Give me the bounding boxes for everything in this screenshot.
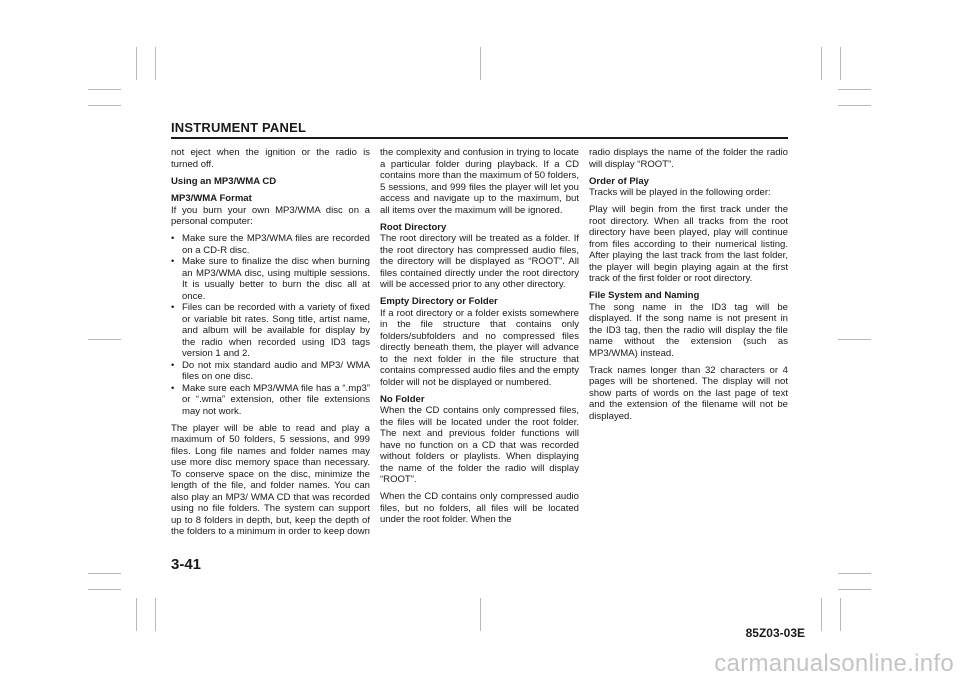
crop-mark [840,598,841,631]
crop-mark [155,598,156,631]
list-item-text: Make sure each MP3/WMA file has a “.mp3” or “.wma” extension, other file extensions may not work. [182,382,370,417]
list-item [171,256,370,302]
paragraph: If you burn your own MP3/WMA disc on a personal computer: [171,204,370,227]
subsection-heading: No Folder [380,393,425,405]
subsection-heading: MP3/WMA Format [171,193,252,204]
crop-mark [136,598,137,631]
crop-mark [838,573,871,574]
crop-mark [88,89,121,90]
paragraph: not eject when the ignition or the radio is turned off. [171,147,370,170]
section-header: INSTRUMENT PANEL [171,120,307,135]
paragraph: radio displays the name of the folder the radio will display “ROOT”. [589,147,788,170]
column-left [171,147,370,543]
crop-mark [840,47,841,80]
crop-mark [838,339,871,340]
crop-mark [155,47,156,80]
subsection-heading: Empty Directory or Folder [380,296,498,307]
list-item [171,360,370,383]
paragraph: When the CD contains only compressed files, the files will be located under the root folder. The next and previous folder functions will have no function on a CD that was recorded without folders or playlists. When displaying the name of the folder the radio will display “ROOT”. [380,405,579,485]
crop-mark [821,598,822,631]
list-item-text: Files can be recorded with a variety of fixed or variable bit rates. Song title, artist name, and album will be available for display by the radio when recorded using ID3 tags version 1 and 2. [182,302,370,359]
list-item-text: Make sure to finalize the disc when burning an MP3/WMA disc, using multiple sessions. It is usually better to burn the disc all at once. [182,256,370,302]
crop-mark [838,89,871,90]
document-code: 85Z03-03E [745,626,805,640]
section-heading: Using an MP3/WMA CD [171,176,277,187]
paragraph: the complexity and confusion in trying to locate a particular folder during playback. If a CD contains more than the maximum of 50 folders, 5 sessions, and 999 files the player will let you access and navigate up to the maximum, but all items over the maximum will be ignored. [380,147,579,216]
crop-mark [88,105,121,106]
crop-mark [480,47,481,80]
list-item [171,233,370,256]
header-rule [171,137,788,139]
paragraph: The song name in the ID3 tag will be displayed. If the song name is not present in the ID3 tag, then the radio will display the file name without the extension (such as MP3/WMA) instead. [589,301,788,359]
column-right [589,147,788,428]
bullet-glyph: • [171,382,175,394]
list-item-text: Do not mix standard audio and MP3/ WMA files on one disc. [182,359,370,382]
subsection-heading: File System and Naming [589,290,700,301]
bullet-glyph: • [171,256,175,267]
subsection-heading: Root Directory [380,221,447,233]
watermark: carmanualsonline.info [714,650,954,677]
crop-mark [88,589,121,590]
crop-mark [480,598,481,631]
crop-mark [821,47,822,80]
crop-mark [838,105,871,106]
paragraph: When the CD contains only compressed audio files, but no folders, all files will be located under the root folder. When the [380,491,579,525]
column-middle [380,147,579,531]
paragraph: Tracks will be played in the following order: [589,187,771,198]
page-number: 3-41 [171,556,202,573]
paragraph: The root directory will be treated as a folder. If the root directory has compressed audio files, the directory will be displayed as “ROOT”. All files contained directly under the root directory will be accessed prior to any other directory. [380,233,579,290]
paragraph: The player will be able to read and play a maximum of 50 folders, 5 sessions, and 999 files. Long file names and folder names may use more disc memory space than necessary. To conserve space on the disc, minimize the length of the file, and folder names. You can also play an MP3/ WMA CD that was recorded using no file folders. The system can support up to 8 folders in depth, but, keep the depth of the folders to a minimum in order to keep down [171,422,370,537]
crop-mark [838,589,871,590]
crop-mark [136,47,137,80]
paragraph: If a root directory or a folder exists somewhere in the file structure that contains only folders/subfolders and no compressed files directly beneath them, the player will advance to the next folder in the file structure that contains compressed audio files and the empty folder will not be displayed or numbered. [380,307,580,388]
paragraph: Play will begin from the first track under the root directory. When all tracks from the root directory have been played, play will continue from files according to their numerical listing. After playing the last track from the last folder, the player will begin playing again at the first track of the first folder or root directory. [589,204,788,284]
bullet-list [171,233,370,417]
crop-mark [88,573,121,574]
list-item-text: Make sure the MP3/WMA files are recorded on a CD-R disc. [182,233,370,256]
paragraph: Track names longer than 32 characters or 4 pages will be shortened. The display will not show parts of words on the last page of text and the extension of the filename will not be displayed. [589,364,788,422]
list-item [171,383,370,418]
list-item [171,302,370,360]
bullet-glyph: • [171,359,175,371]
bullet-glyph: • [171,233,175,244]
crop-mark [88,339,121,340]
subsection-heading: Order of Play [589,175,649,187]
bullet-glyph: • [171,302,175,313]
